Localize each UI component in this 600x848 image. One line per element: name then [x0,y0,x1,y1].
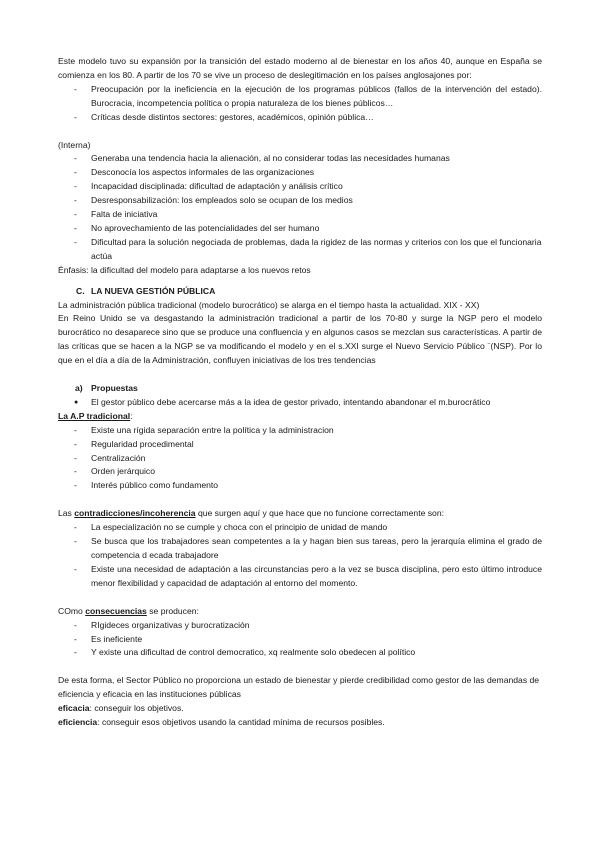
list-item: - Regularidad procedimental [58,438,542,452]
list-item: - Falta de iniciativa [58,208,542,222]
list-item: - Desresponsabilización: los empleados solo se ocupan de los medios [58,194,542,208]
eficiencia-definition [58,716,542,730]
section-c-paragraph: En Reino Unido se va desgastando la administración tradicional a partir de los 70-80 y surge la NGP pero el modelo burocrático no desaparece sino que se produce una confluencia y en algunos casos se mezclan sus características. A partir de las críticas que se hacen a la NGP se va modificando el modelo y en el s.XXI surge el Nuevo Servicio Público ¨(NSP). Por lo que en el día a día de la Administración, confluyen iniciativas de los tres tendencias [58,313,542,366]
list-item: - Se busca que los trabajadores sean competentes a la y hagan bien sus tareas, pero la jerarquía elimina el grado de competencia d ecada trabajadore [58,535,542,563]
section-c-line1: La administración pública tradicional (modelo burocrático) se alarga en el tiempo hasta la actualidad. XIX - XX) [58,299,480,310]
propuestas-title: Propuestas [91,383,138,394]
eficacia-text: : conseguir los objetivos. [89,703,184,714]
list-item: - Preocupación por la ineficiencia en la ejecución de los programas públicos (fallos de la intervención del estado). Burocracia, incompetencia política o propia naturaleza de los bienes públicos… [58,83,542,111]
propuestas-heading [58,382,542,396]
section-heading-c [58,285,542,299]
propuestas-letter: a) [75,383,83,394]
consecuencias-prefix: COmo [58,605,86,616]
propuestas-list [58,396,542,410]
list-item: - Críticas desde distintos sectores: gestores, académicos, opinión pública… [58,111,542,125]
list-item: - Es ineficiente [58,633,542,647]
list-item: - Existe una necesidad de adaptación a las circunstancias pero a la vez se busca disciplina, pero esto último introduce menor flexibilidad y capacidad de adaptación al entorno del momento. [58,563,542,591]
list-item: - Dificultad para la solución negociada de problemas, dada la rigidez de las normas y criterios con los que el funcionaria actúa [58,236,542,264]
list-item: - Interés público como fundamento [58,479,542,493]
document-page [58,55,542,730]
list-item: ● El gestor público debe acercarse más a la idea de gestor privado, intentando abandonar el m.burocrático [58,396,542,410]
eficiencia-term: eficiencia [58,717,98,728]
enfasis-line: Énfasis: la dificultad del modelo para adaptarse a los nuevos retos [58,264,311,275]
section-title: LA NUEVA GESTIÓN PÚBLICA [91,285,216,296]
list-item: - No aprovechamiento de las potencialidades del ser humano [58,222,542,236]
section-letter: C. [76,285,85,296]
consecuencias-suffix: se producen: [146,605,199,616]
eficacia-definition [58,702,542,716]
list-item: - Desconocía los aspectos informales de las organizaciones [58,166,542,180]
consecuencias-title: consecuencias [85,605,147,616]
interna-list [58,152,542,263]
contradicciones-prefix: Las [58,508,75,519]
ap-tradicional-suffix: : [130,410,133,421]
list-item: - La especialización no se cumple y choca con el principio de unidad de mando [58,521,542,535]
contradicciones-title: contradicciones/incoherencia [74,508,196,519]
ap-tradicional-title: La A.P tradicional [58,410,131,421]
contradicciones-list [58,521,542,591]
ap-tradicional-list [58,424,542,494]
list-item: - RIgideces organizativas y burocratización [58,619,542,633]
eficacia-term: eficacia [58,703,90,714]
closing-paragraph: De esta forma, el Sector Público no proporciona un estado de bienestar y pierde credibilidad como gestor de las demandas de eficiencia y eficacia en las instituciones públicas [58,675,540,700]
contradicciones-suffix: que surgen aquí y que hace que no funcione correctamente son: [195,508,444,519]
list-item: - Incapacidad disciplinada: dificultad de adaptación y análisis crítico [58,180,542,194]
contradicciones-heading [58,507,542,521]
consecuencias-heading [58,605,542,619]
interna-label: (Interna) [58,139,91,150]
list-item: - Y existe una dificultad de control democratico, xq realmente solo obedecen al político [58,646,542,660]
list-item: - Existe una rígida separación entre la política y la administracion [58,424,542,438]
list-item: - Centralización [58,452,542,466]
intro-list [58,83,542,125]
list-item: - Orden jerárquico [58,465,542,479]
list-item: - Generaba una tendencia hacia la alienación, al no considerar todas las necesidades humanas [58,152,542,166]
eficiencia-text: : conseguir esos objetivos usando la cantidad mínima de recursos posibles. [97,717,385,728]
ap-tradicional-heading [58,410,542,424]
intro-paragraph: Este modelo tuvo su expansión por la transición del estado moderno al de bienestar en los años 40, aunque en España se comienza en los 80. A partir de los 70 se vive un proceso de deslegitimación en los países anglosajones por: [58,56,542,80]
consecuencias-list [58,619,542,661]
